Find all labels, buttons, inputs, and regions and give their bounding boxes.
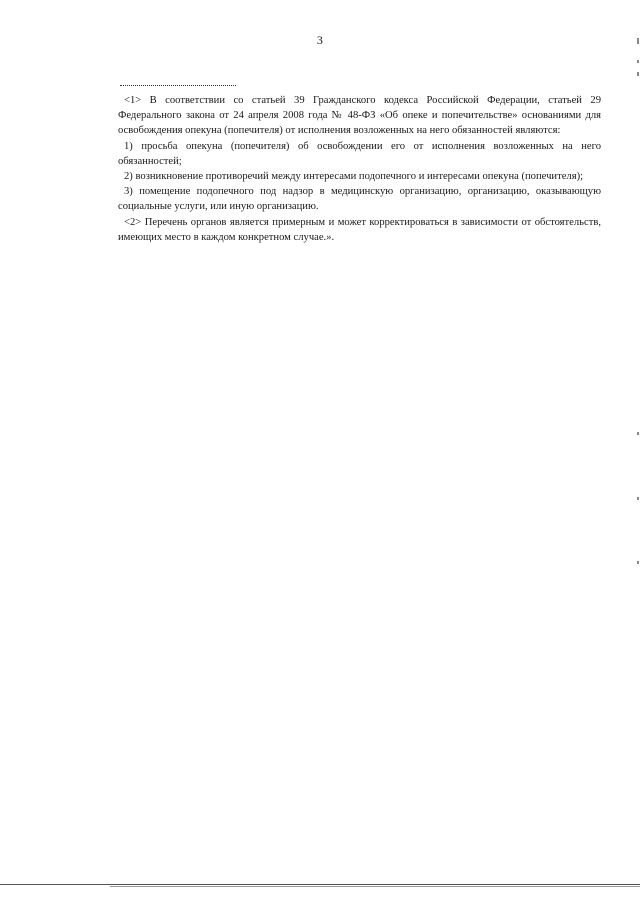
page-number: 3 [316,33,324,47]
scan-edge-mark [637,432,639,435]
footnote-1-item-3: 3) помещение подопечного под надзор в медицинскую организацию, организацию, оказывающую социальные услуги, или иную организацию. [118,186,601,213]
footnote-1-intro: <1> В соответствии со статьей 39 Гражданского кодекса Российской Федерации, статьей 29 Федерального закона от 24 апреля 2008 года № 48-ФЗ «Об опеке и попечительстве» основаниями для освобождения опекуна (попечителя) от исполнения возложенных на него обязанностей являются: [118,95,601,137]
footnote-1-item-1: 1) просьба опекуна (попечителя) об освобождении его от исполнения возложенных на него обязанностей; [118,140,601,167]
scan-edge-mark [637,497,639,500]
footnote-2: <2> Перечень органов является примерным и может корректироваться в зависимости от обстоятельств, имеющих место в каждом конкретном случае.». [118,216,601,243]
scan-edge-mark [637,38,639,44]
footnote-1-item-2: 2) возникновение противоречий между интересами подопечного и интересами опекуна (попечителя); [124,171,584,183]
scan-edge-mark [637,561,639,564]
scan-edge-mark [637,72,639,76]
scan-edge-mark [637,60,639,63]
scan-bottom-edge-inner [110,886,640,887]
footnotes-block [118,93,601,245]
scan-bottom-edge [0,884,640,885]
footnote-separator [120,85,236,86]
